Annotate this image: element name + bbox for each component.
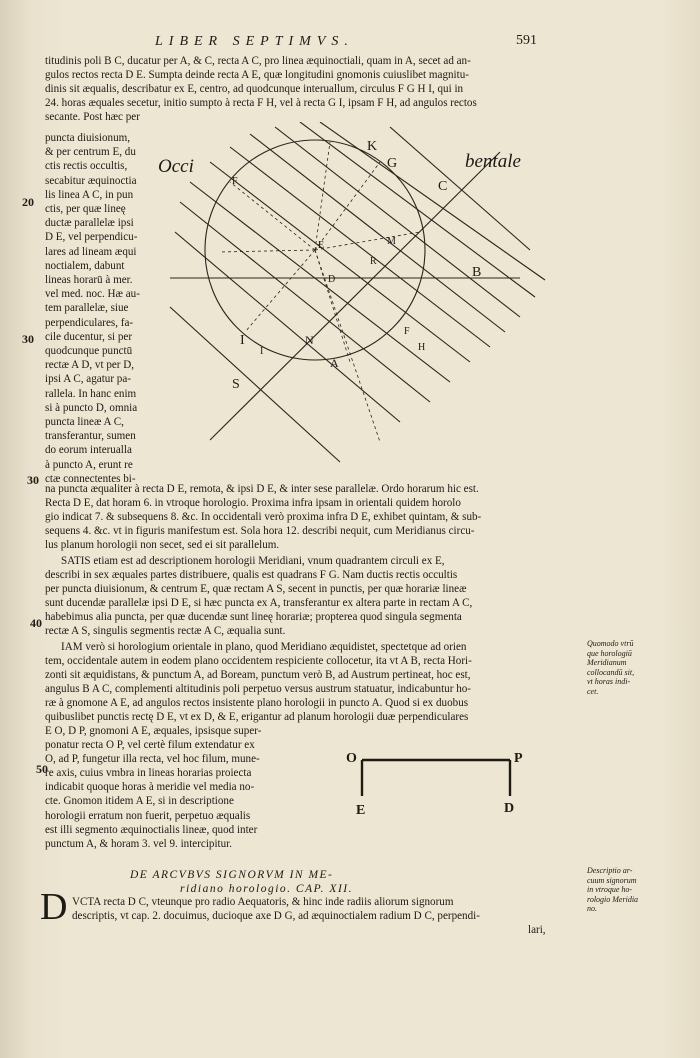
text-line: ipsi A C, agatur pa- — [45, 373, 131, 386]
text-line: angulus B A C, complementi altitudinis poli perpetuo versus austrum statuatur, indicabuntur ho- — [45, 683, 471, 696]
text-line: à puncto A, erunt re — [45, 458, 133, 471]
text-line: tem parallelæ, siue — [45, 302, 129, 315]
text-line: secabitur æquinoctia — [45, 174, 137, 187]
paragraph-top — [45, 54, 477, 124]
occult-lines — [220, 142, 420, 442]
paragraph-narrow-2 — [45, 724, 261, 851]
text-line: IAM verò si horologium orientale in plano, quod Meridiano æquidistet, spectetque ad orien — [61, 641, 467, 653]
figure-label: I — [260, 346, 264, 357]
figure-label: C — [438, 179, 448, 194]
figure-label: D — [328, 274, 336, 285]
figure-label: N — [305, 333, 314, 347]
hour-lines — [170, 122, 545, 462]
marginal-note-line: Meridianum — [587, 658, 627, 667]
marginal-note-line: Quomodo vtrū — [587, 639, 634, 648]
figure-label: B — [472, 265, 482, 280]
text-line: rallela. In hanc enim — [45, 387, 137, 400]
handwritten-left: Occi — [158, 156, 194, 177]
text-line: dinis sit æqualis, describatur ex E, centro, ad quodcunque interuallum, circulus F G H I, qui in — [45, 83, 464, 96]
text-line: puncta lineæ A C, — [45, 416, 124, 429]
text-line: rectæ A D, vt per D, — [45, 359, 135, 372]
text-line: transferantur, sumen — [45, 430, 136, 443]
chapter-heading — [130, 868, 353, 896]
text-line: & per centrum E, du — [45, 146, 136, 159]
text-line: ctis rectis occultis, — [45, 160, 128, 173]
text-line: ctis, per quæ lineę — [45, 203, 126, 216]
text-line: 24. horas æquales secetur, initio sumpto à recta F H, vel à recta G I, ipsam F H, ad angulos rectos — [45, 97, 477, 110]
text-line: cte. Gnomon itidem A E, si in descriptione — [45, 795, 234, 808]
text-line: sunt ducendæ parallelæ ipsi D E, si hæc puncta ex A, transferantur ex altera parte in rectam A C, — [45, 597, 473, 610]
text-line: Recta D E, dat horam 6. in vtroque horologio. Proxima infra ipsam in orientali quidem horolo — [45, 497, 461, 510]
handwritten-right: bentale — [465, 151, 521, 172]
text-line: rectæ A S, singulis segmentis rectæ A C, æqualia sunt. — [45, 625, 286, 638]
text-line: puncta diuisionum, — [45, 132, 131, 144]
figure-label: R — [370, 256, 377, 267]
text-line: titudinis poli B C, ducatur per A, & C, recta A C, pro linea æquinoctiali, quam in A, secet ad an- — [45, 55, 471, 67]
text-line: D E, vel perpendicu- — [45, 231, 138, 244]
figure-label: F — [404, 326, 410, 337]
paragraph-final — [72, 895, 546, 937]
text-line: vel med. noc. Hæ au- — [45, 288, 140, 301]
paragraph-after-figure — [45, 482, 481, 552]
text-line: ponatur recta O P, vel certè filum extendatur ex — [45, 739, 255, 752]
text-line: noctialem, dabunt — [45, 259, 125, 272]
text-line: ctæ connectentes bi- — [45, 472, 136, 485]
figure-label: M — [387, 236, 396, 247]
figure-label: O — [346, 751, 357, 766]
text-line: ræ à gnomone A E, ad angulos rectos insistente plano horologii in puncto A. Quod si ex duobus — [45, 697, 469, 710]
figure-label: K — [367, 139, 378, 154]
text-line: ductæ parallelæ ipsi — [45, 217, 134, 230]
text-line: punctum A, & horam 3. vel 9. intercipitur. — [45, 837, 233, 850]
marginal-note-line: collocandū sit, — [587, 667, 635, 677]
figure-label: F — [232, 176, 238, 187]
text-line: indicabit quoque horas à meridie vel media no- — [45, 781, 255, 794]
paragraph-iam — [45, 640, 472, 725]
gnomon-axis-figure — [340, 742, 540, 822]
text-line: VCTA recta D C, vteunque pro radio Aequatoris, & hinc inde radiis aliorum signorum — [72, 896, 454, 908]
marginal-note-line: que horologiū — [587, 648, 632, 658]
chapter-heading-line: ridiano horologio. CAP. XII. — [180, 883, 353, 895]
figure-label: E — [318, 240, 325, 251]
line-number: 30 — [22, 332, 34, 346]
running-header: LIBER SEPTIMVS. — [155, 34, 354, 49]
text-line: per puncta diuisionum, & centrum E, quæ rectam A S, secent in punctis, per quæ horariæ lineæ — [45, 583, 467, 596]
text-line: horologii erratum non fuerit, perpetuo æqualis — [45, 809, 251, 822]
text-line: do eorum interualla — [45, 444, 132, 457]
drop-capital: D — [40, 886, 68, 928]
figure-label: A — [330, 356, 339, 370]
text-line: gulos rectos recta D E. Sumpta deinde recta A E, quæ longitudini gnomonis cuiuslibet magnitu- — [45, 69, 469, 82]
text-line: O, ad P, fungetur illa recta, vel hoc filum, mune- — [45, 753, 260, 766]
figure-label: I — [240, 333, 245, 348]
text-line: quibuslibet punctis rectę D E, vt ex D, & E, erigantur ad planum horologii duæ perpendiculares — [45, 711, 469, 724]
text-line: lineas horarū à mer. — [45, 274, 133, 287]
text-line: SATIS etiam est ad descriptionem horologii Meridiani, vnum quadrantem circuli ex E, — [61, 555, 445, 567]
text-line: quodcunque punctū — [45, 345, 133, 358]
text-line: lares ad lineam æqui — [45, 245, 137, 258]
figure-label: P — [514, 751, 523, 766]
text-line: describi in sex æquales partes distribuere, qualis est quadrans F G. Nam ductis rectis occultis — [45, 569, 458, 582]
text-line: descriptis, vt cap. 2. docuimus, ducioque axe D G, ad æquinoctialem radium D C, perpendi- — [72, 910, 480, 923]
figure-label: D — [504, 801, 515, 816]
figure-label: G — [387, 156, 398, 171]
marginal-note-line: Descriptio ar- — [587, 866, 633, 875]
text-line: zonti sit æquidistans, & punctum A, ad Boream, punctum verò B, ad Austrum pertineat, hoc est, — [45, 669, 471, 682]
text-line: lis linea A C, in pun — [45, 188, 134, 201]
text-line: re axis, cuius vmbra in lineas horarias proiecta — [45, 767, 252, 780]
marginal-note-line: in vtroque ho- — [587, 885, 633, 894]
marginal-note-line: rologio Meridia — [587, 894, 639, 904]
text-line: gio indicat 7. & subsequens 8. &c. In occidentali verò proxima infra D E, exhibet quintam, & sub- — [45, 511, 482, 524]
marginal-note-line: cet. — [587, 686, 599, 696]
text-line: si à puncto D, omnia — [45, 401, 138, 414]
text-line: E O, D P, gnomoni A E, æquales, ipsisque super- — [45, 725, 262, 737]
line-number: 40 — [30, 616, 42, 630]
line-number: 50 — [36, 762, 48, 776]
marginal-note-line: no. — [587, 904, 597, 913]
paragraph-narrow — [45, 131, 140, 486]
paragraph-satis — [45, 554, 472, 639]
line-number: 30 — [27, 473, 39, 487]
line-number: 20 — [22, 195, 34, 209]
marginal-note-line: cuum signorum — [587, 875, 637, 885]
text-line: perpendiculares, fa- — [45, 316, 134, 329]
text-line: lus planum horologii non secet, sed ei sit parallelum. — [45, 539, 280, 552]
text-line: na puncta æqualiter à recta D E, remota, & ipsi D E, & inter sese parallelæ. Ordo horarum hic est. — [45, 483, 479, 495]
figure-label: E — [356, 803, 366, 818]
figure-label: H — [418, 342, 426, 353]
figure-label: S — [232, 377, 240, 392]
marginal-note-line: vt horas indi- — [587, 677, 631, 686]
marginal-note — [587, 639, 634, 696]
text-line: lari, — [528, 924, 546, 937]
page-number: 591 — [516, 33, 537, 48]
text-line: est illi segmento æquinoctialis lineæ, quod inter — [45, 823, 258, 836]
text-line: cile ducentur, si per — [45, 330, 133, 343]
marginal-note — [587, 866, 638, 914]
text-line: secante. Post hæc per — [45, 111, 140, 124]
sundial-construction-figure — [150, 122, 550, 467]
text-line: habebimus alia puncta, per quæ ducendæ sunt lineę horariæ; propterea quod singula segmenta — [45, 611, 462, 624]
text-line: tem, occidentale autem in eodem plano occidentem respiciente collocetur, ita vt A B, recta Hori- — [45, 655, 472, 668]
chapter-heading-line: DE ARCVBVS SIGNORVM IN ME- — [130, 869, 334, 881]
text-line: sequens 4. &c. vt in figuris manifestum est. Sola hora 12. describi nequit, cum Meridianus circu- — [45, 525, 475, 538]
